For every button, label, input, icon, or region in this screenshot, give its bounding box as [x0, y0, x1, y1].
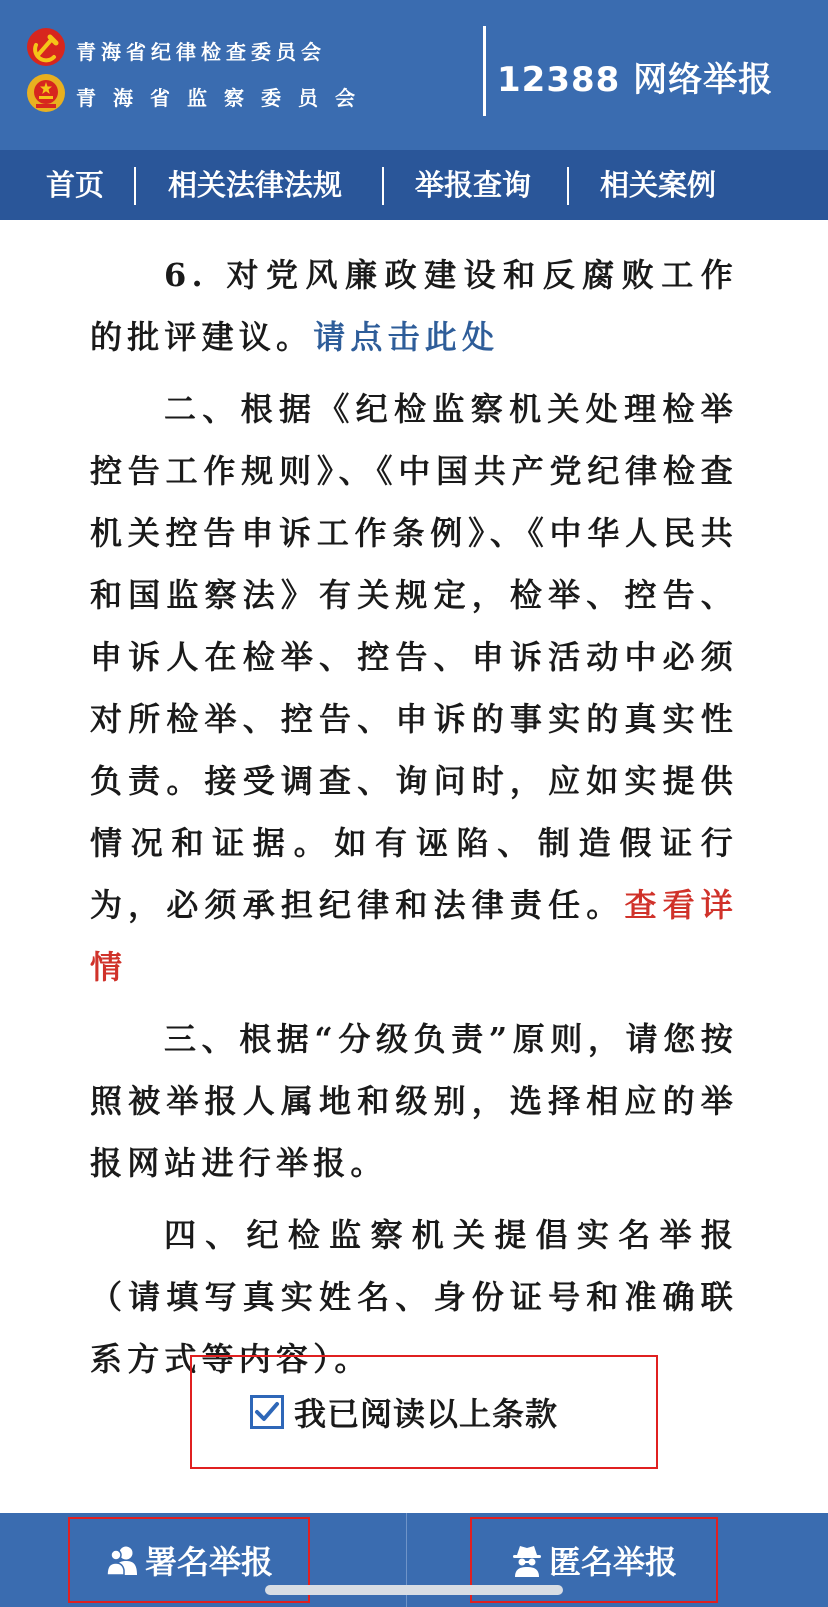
terms-paragraph-2: 二、根据《纪检监察机关处理检举控告工作规则》、《中国共产党纪律检查机关控告申诉工作条例》、《中华人民共和国监察法》有关规定，检举、控告、申诉人在检举、控告、申诉活动中必须对所检举、控告、申诉的事实的真实性负责。接受调查、询问时，应如实提供情况和证据。如有诬陷、制造假证行为，必须承担纪律和法律责任。查看详情 [90, 390, 738, 986]
nav-item-cases[interactable]: 相关案例 [600, 168, 717, 202]
nav-item-report-query[interactable]: 举报查询 [415, 168, 532, 202]
terms-paragraph-6: 6. 对党风廉政建设和反腐败工作的批评建议。请点击此处 [90, 256, 738, 356]
agreement-row[interactable] [250, 1390, 558, 1434]
nav-divider [134, 167, 136, 205]
national-emblem-icon [26, 73, 66, 113]
org-name-supervision: 青海省监察委员会 [76, 86, 372, 110]
home-indicator[interactable] [265, 1585, 563, 1595]
suggestion-link[interactable]: 请点击此处 [313, 318, 500, 356]
anonymous-report-label: 匿名举报 [548, 1543, 677, 1581]
view-details-link[interactable]: 查看详情 [90, 886, 738, 986]
incognito-icon [511, 1543, 543, 1577]
terms-content [90, 244, 738, 1400]
nav-item-home[interactable]: 首页 [46, 168, 105, 202]
main-nav [0, 150, 828, 220]
org-name-commission: 青海省纪律检查委员会 [76, 40, 326, 64]
nav-divider [382, 167, 384, 205]
party-emblem-icon [26, 27, 66, 67]
users-icon [105, 1544, 139, 1576]
nav-divider [567, 167, 569, 205]
terms-paragraph-3: 三、根据“分级负责”原则，请您按照被举报人属地和级别，选择相应的举报网站进行举报。 [90, 1020, 738, 1182]
header-divider [483, 26, 486, 116]
agreement-checkbox[interactable] [250, 1395, 284, 1429]
site-title: 12388 网络举报 [497, 60, 774, 100]
terms-paragraph-4: 四、纪检监察机关提倡实名举报（请填写真实姓名、身份证号和准确联系方式等内容）。 [90, 1216, 738, 1378]
check-icon [254, 1400, 280, 1424]
agreement-label[interactable]: 我已阅读以上条款 [294, 1395, 559, 1433]
named-report-label: 署名举报 [144, 1543, 273, 1581]
nav-item-laws[interactable]: 相关法律法规 [168, 168, 343, 202]
